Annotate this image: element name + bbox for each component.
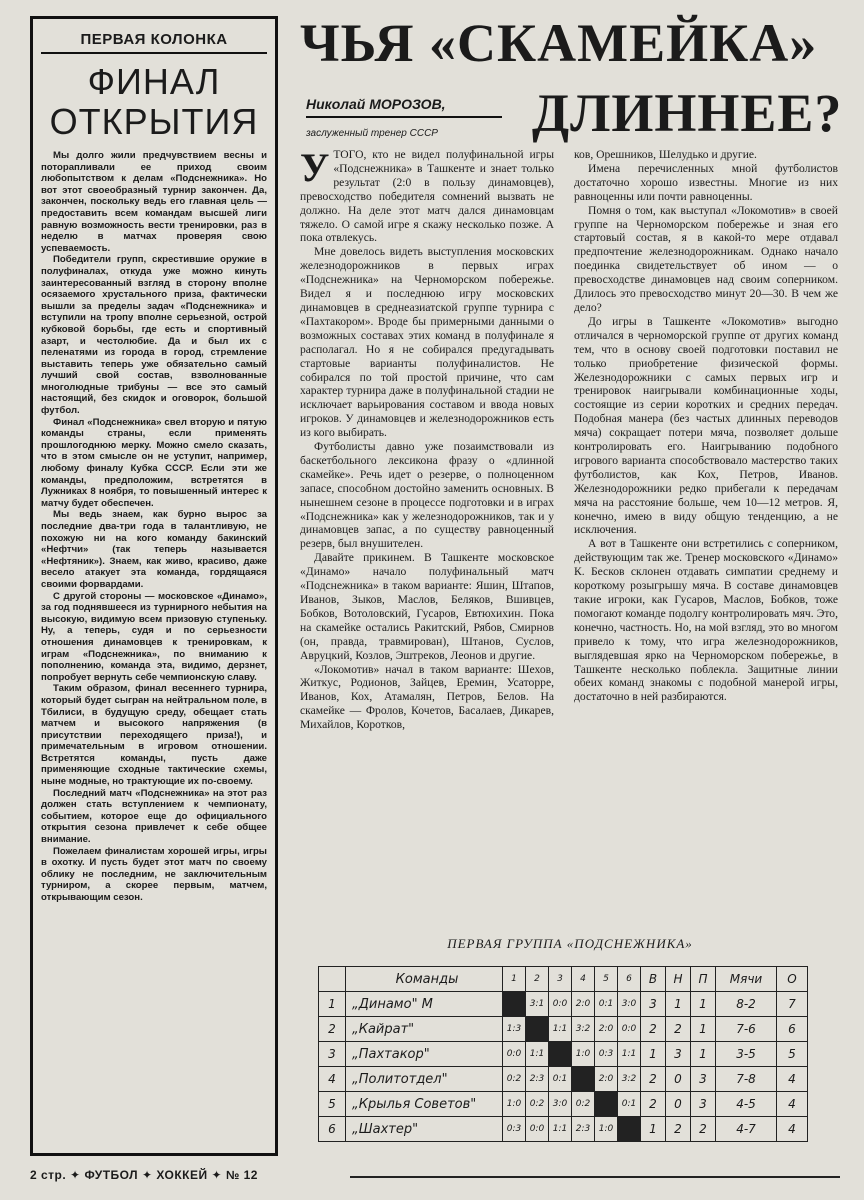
article-paragraph: Имена перечисленных мной футболистов достаточно хорошо известны. Многие из них равноценны или почти равноценны. xyxy=(574,161,838,203)
team-name-cell: „Политотдел" xyxy=(346,1067,503,1092)
result-cell: 0:3 xyxy=(595,1042,618,1067)
result-cell: 0:1 xyxy=(618,1092,641,1117)
position-cell: 5 xyxy=(319,1092,346,1117)
sidebar-body xyxy=(41,150,267,904)
result-cell: 1:3 xyxy=(503,1017,526,1042)
result-cell: 0:0 xyxy=(549,992,572,1017)
table-row xyxy=(319,1042,808,1067)
header-cell: 2 xyxy=(526,967,549,992)
header-cell xyxy=(319,967,346,992)
position-cell: 6 xyxy=(319,1117,346,1142)
position-cell: 4 xyxy=(319,1067,346,1092)
table-row xyxy=(319,1092,808,1117)
article-paragraph: До игры в Ташкенте «Локомотив» выгодно отличался в черноморской группе от других команд тем, что в основу своей подготовки поставил не только приобретение физической формы. Железнодорожники с самых первых игр и тренировок наигрывали комбинационные ходы, состоящие из серии коротких и средних передач. Подобная манера (без частых длинных переводов мяча) сокращает потери мяча, позволяет дольше контролировать его. Наигрыванию подобного игрового варианта способствовало мастерство таких футболистов, как Кох, Петров, Иванов. Железнодорожники редко прибегали к передачам мяча на расстояние больше, чем 10—12 метров. Я, конечно, имею в виду общую тенденцию, а не исключения. xyxy=(574,314,838,537)
team-name-cell: „Пахтакор" xyxy=(346,1042,503,1067)
self-match-cell xyxy=(526,1017,549,1042)
header-cell: О xyxy=(777,967,808,992)
result-cell: 0:2 xyxy=(572,1092,595,1117)
losses-cell: 3 xyxy=(691,1092,716,1117)
result-cell: 2:3 xyxy=(526,1067,549,1092)
self-match-cell xyxy=(503,992,526,1017)
result-cell: 0:0 xyxy=(526,1117,549,1142)
headline-line1: ЧЬЯ «СКАМЕЙКА» xyxy=(300,13,818,73)
team-name-cell: „Шахтер" xyxy=(346,1117,503,1142)
header-cell: В xyxy=(641,967,666,992)
standings-table xyxy=(318,966,808,1142)
points-cell: 4 xyxy=(777,1067,808,1092)
position-cell: 3 xyxy=(319,1042,346,1067)
result-cell: 2:0 xyxy=(595,1017,618,1042)
header-cell: 4 xyxy=(572,967,595,992)
sidebar-paragraph: Пожелаем финалистам хорошей игры, игры в охотку. И пусть будет этот матч по своему облику не последним, не заключительным турниром, а скорее первым, матчем, открывающим сезон. xyxy=(41,845,267,903)
losses-cell: 2 xyxy=(691,1117,716,1142)
goals-cell: 4-7 xyxy=(716,1117,777,1142)
losses-cell: 1 xyxy=(691,992,716,1017)
header-cell: 3 xyxy=(549,967,572,992)
result-cell: 0:0 xyxy=(618,1017,641,1042)
article-paragraph: Помня о том, как выступал «Локомотив» в своей группе на Черноморском побережье и зная его стартовый состав, я в какой-то мере отдавал предпочтение железнодорожникам. Однако начало поединка свидетельствует об ином — о превосходстве динамовцев над своим соперником. Длилось это превосходство минут 20—30. В чем же дело? xyxy=(574,203,838,314)
wins-cell: 1 xyxy=(641,1042,666,1067)
result-cell: 0:2 xyxy=(526,1092,549,1117)
goals-cell: 3-5 xyxy=(716,1042,777,1067)
article-column-2 xyxy=(574,148,838,704)
result-cell: 2:0 xyxy=(595,1067,618,1092)
article-paragraph: Мне довелось видеть выступления московских железнодорожников в первых играх «Подснежника» на Черноморском побережье. Видел я и последнюю игру московских динамовцев в среднеазиатской группе турнира с «Пахтакором». Вроде бы примерными данными о возможных составах этих команд в полуфинале я располагал. Но я не собирался предугадывать стартовые варианты полуфиналистов. Не собирался по той простой причине, что сам характер турнира даже в полуфинальной стадии не исключает варьирования составом и ввода новых игроков. У динамовцев и железнодорожников есть из кого выбирать. xyxy=(300,245,554,440)
team-name-cell: „Кайрат" xyxy=(346,1017,503,1042)
table-row xyxy=(319,992,808,1017)
author-role: заслуженный тренер СССР xyxy=(306,128,438,139)
header-cell: 5 xyxy=(595,967,618,992)
result-cell: 0:3 xyxy=(503,1117,526,1142)
header-cell: Команды xyxy=(346,967,503,992)
header-cell: Мячи xyxy=(716,967,777,992)
result-cell: 1:1 xyxy=(549,1017,572,1042)
headline-line2: ДЛИННЕЕ? xyxy=(532,83,843,143)
result-cell: 3:0 xyxy=(549,1092,572,1117)
table-row xyxy=(319,1067,808,1092)
losses-cell: 3 xyxy=(691,1067,716,1092)
self-match-cell xyxy=(595,1092,618,1117)
points-cell: 7 xyxy=(777,992,808,1017)
losses-cell: 1 xyxy=(691,1042,716,1067)
draws-cell: 2 xyxy=(666,1117,691,1142)
result-cell: 2:3 xyxy=(572,1117,595,1142)
goals-cell: 4-5 xyxy=(716,1092,777,1117)
sidebar-paragraph: С другой стороны — московское «Динамо», за год поднявшееся из турнирного небытия на высокую, видимую всем призовую ступеньку. Ну, а теперь, судя и по серьезности отношения динамовцев к тренировкам, к играм «Подснежника», по вниманию к пополнению, команда эта, видимо, дерзнет, попробует вернуть себе чемпионскую славу. xyxy=(41,590,267,683)
article-paragraph: ков, Орешников, Шелудько и другие. xyxy=(574,148,757,161)
sidebar-paragraph: Финал «Подснежника» свел вторую и пятую команды страны, если применять прошлогоднюю мерку. Можно смело сказать, что в этом смысле он не уступит, например, любому финалу Кубка СССР. Если эти же команды, предположим, встретятся в Лужниках 8 ноября, то повышенный интерес к матчу будет обеспечен. xyxy=(41,416,267,509)
wins-cell: 1 xyxy=(641,1117,666,1142)
article-column-1 xyxy=(300,145,554,732)
team-name-cell: „Крылья Советов" xyxy=(346,1092,503,1117)
result-cell: 2:0 xyxy=(572,992,595,1017)
team-name-cell: „Динамо" М xyxy=(346,992,503,1017)
result-cell: 1:0 xyxy=(572,1042,595,1067)
byline-rule xyxy=(306,116,502,118)
points-cell: 4 xyxy=(777,1092,808,1117)
draws-cell: 3 xyxy=(666,1042,691,1067)
result-cell: 1:0 xyxy=(595,1117,618,1142)
sidebar-title xyxy=(41,62,267,142)
sidebar-paragraph: Таким образом, финал весеннего турнира, который будет сыгран на нейтральном поле, в Тбилиси, в будущую среду, обещает стать матчем и высокого напряжения (в присутствии переходящего приза!), и примечательным в игровом отношении. Встретятся команды, пусть даже применяющие сходные тактические схемы, ныне модные, но трактующие их по-своему. xyxy=(41,683,267,788)
draws-cell: 1 xyxy=(666,992,691,1017)
wins-cell: 2 xyxy=(641,1017,666,1042)
result-cell: 3:2 xyxy=(618,1067,641,1092)
sidebar-title-line2: ОТКРЫТИЯ xyxy=(49,101,259,142)
header-cell: П xyxy=(691,967,716,992)
first-column-sidebar xyxy=(30,16,278,1156)
article-paragraph: А вот в Ташкенте они встретились с соперником, действующим так же. Тренер московского «Динамо» К. Бесков склонен отдавать симпатии среднему и короткому розыгрышу мяча. В составе динамовцев такие игроки, как Гусаров, Маслов, Бобков, тоже помогают команде подолгу контролировать мяч. Это, конечно, частность. Но, на мой взгляд, это во многом привело к тому, что игра железнодорожников, выглядевшая ярко на Черноморском побережье, в Ташкенте несколько поблекла. Защитные линии обеих команд знакомы с подобной манерой игры, достаточно в ней разбираются. xyxy=(574,537,838,704)
sidebar-paragraph: Последний матч «Подснежника» на этот раз должен стать вступлением к чемпионату, событием, которое еще до официального открытия сезона привлечет к себе общее внимание. xyxy=(41,787,267,846)
points-cell: 4 xyxy=(777,1117,808,1142)
position-cell: 2 xyxy=(319,1017,346,1042)
self-match-cell xyxy=(549,1042,572,1067)
sidebar-paragraph: Мы ведь знаем, как бурно вырос за последние два-три года в талантливую, не похожую ни на кого команду бакинский «Нефтчи» (так теперь называется «Нефтяник»). Знаем, как живо, красиво, даже весело атакует эта команда, гордящаяся своими форвардами. xyxy=(41,509,267,590)
losses-cell: 1 xyxy=(691,1017,716,1042)
table-row xyxy=(319,1117,808,1142)
result-cell: 1:1 xyxy=(526,1042,549,1067)
article-paragraph: ТОГО, кто не видел полуфинальной игры «Подснежника» в Ташкенте и знает только результат (2:0 в пользу динамовцев), превосходство победителя сомнений вызвать не должно. На деле этот матч дался динамовцам тяжело. О самой игре я скажу несколько позже. А пока отвлекусь. xyxy=(300,148,554,245)
article-paragraph: Давайте прикинем. В Ташкенте московское «Динамо» начало полуфинальный матч «Подснежника» в таком варианте: Яшин, Штапов, Иванов, Зыков, Маслов, Беляков, Вшивцев, Бобков, Вотоловский, Гусаров, Евтюхихин. Пока на скамейке остались Ракитский, Рябов, Смирнов (он, правда, травмирован), Штанов, Суслов, Авруцкий, Козлов, Эштреков, Леонов и другие. xyxy=(300,551,554,662)
goals-cell: 7-8 xyxy=(716,1067,777,1092)
article-paragraph: «Локомотив» начал в таком варианте: Шехов, Житкус, Родионов, Зайцев, Еремин, Усаторре, Иванов, Кох, Атамалян, Петров, Белов. На скамейке — Фролов, Кочетов, Басалаев, Дикарев, Михайлов, Коротков, xyxy=(300,662,554,732)
position-cell: 1 xyxy=(319,992,346,1017)
result-cell: 3:2 xyxy=(572,1017,595,1042)
page-footer: 2 стр. ✦ ФУТБОЛ ✦ ХОККЕЙ ✦ № 12 xyxy=(30,1168,258,1182)
footer-rule xyxy=(350,1176,840,1178)
points-cell: 5 xyxy=(777,1042,808,1067)
drop-cap: У xyxy=(300,145,330,190)
draws-cell: 0 xyxy=(666,1067,691,1092)
article-headline xyxy=(300,14,840,72)
article-paragraph: Футболисты давно уже позаимствовали из баскетбольного лексикона фразу о «длинной скамейке». Речь идет о резерве, о полноценном запасе, способном достойно заменить основных. В нынешнем сезоне в процессе подготовки и в играх «Подснежника» как у железнодорожников, так и у динамовцев запас, а по существу равноценный резерв, был внушителен. xyxy=(300,440,554,551)
draws-cell: 2 xyxy=(666,1017,691,1042)
self-match-cell xyxy=(618,1117,641,1142)
result-cell: 3:1 xyxy=(526,992,549,1017)
result-cell: 1:1 xyxy=(618,1042,641,1067)
byline xyxy=(306,96,526,139)
result-cell: 3:0 xyxy=(618,992,641,1017)
wins-cell: 3 xyxy=(641,992,666,1017)
sidebar-kicker: ПЕРВАЯ КОЛОНКА xyxy=(41,25,267,54)
wins-cell: 2 xyxy=(641,1092,666,1117)
wins-cell: 2 xyxy=(641,1067,666,1092)
self-match-cell xyxy=(572,1067,595,1092)
draws-cell: 0 xyxy=(666,1092,691,1117)
result-cell: 1:1 xyxy=(549,1117,572,1142)
header-cell: 6 xyxy=(618,967,641,992)
sidebar-paragraph: Победители групп, скрестившие оружие в полуфиналах, откуда уже можно кинуть заинтересованный взгляд в сторону вполне осязаемого хрустального приза, фактически вышли за пределы задач «Подснежника» и вступили на тропу вполне серьезной, острой кубковой борьбы, где есть и спортивный азарт, и честолюбие. Да и был их с пеленатями из города в город, стремление выставить теперь уже обязательно самый лучший свой состав, взволнованные многолюдные трибуны — все это самый настоящий, без скидок и оговорок, большой футбол. xyxy=(41,254,267,417)
author-name: Николай МОРОЗОВ, xyxy=(306,96,446,112)
points-cell: 6 xyxy=(777,1017,808,1042)
result-cell: 1:0 xyxy=(503,1092,526,1117)
result-cell: 0:0 xyxy=(503,1042,526,1067)
standings-header-row xyxy=(319,967,808,992)
goals-cell: 7-6 xyxy=(716,1017,777,1042)
result-cell: 0:1 xyxy=(549,1067,572,1092)
standings-caption: ПЕРВАЯ ГРУППА «ПОДСНЕЖНИКА» xyxy=(447,936,693,951)
result-cell: 0:2 xyxy=(503,1067,526,1092)
result-cell: 0:1 xyxy=(595,992,618,1017)
table-row xyxy=(319,1017,808,1042)
goals-cell: 8-2 xyxy=(716,992,777,1017)
header-cell: Н xyxy=(666,967,691,992)
sidebar-title-line1: ФИНАЛ xyxy=(87,61,221,102)
header-cell: 1 xyxy=(503,967,526,992)
sidebar-paragraph: Мы долго жили предчувствием весны и поторапливали ее приход своим любопытством к делам «Подснежника». Но вот этот своеобразный турнир закончен. Да, закончен, поскольку ведь его главная цель — предоставить всем командам высшей лиги равную возможность вести тренировки, раз в неделю в матчах проверяя свою успеваемость. xyxy=(41,150,267,254)
